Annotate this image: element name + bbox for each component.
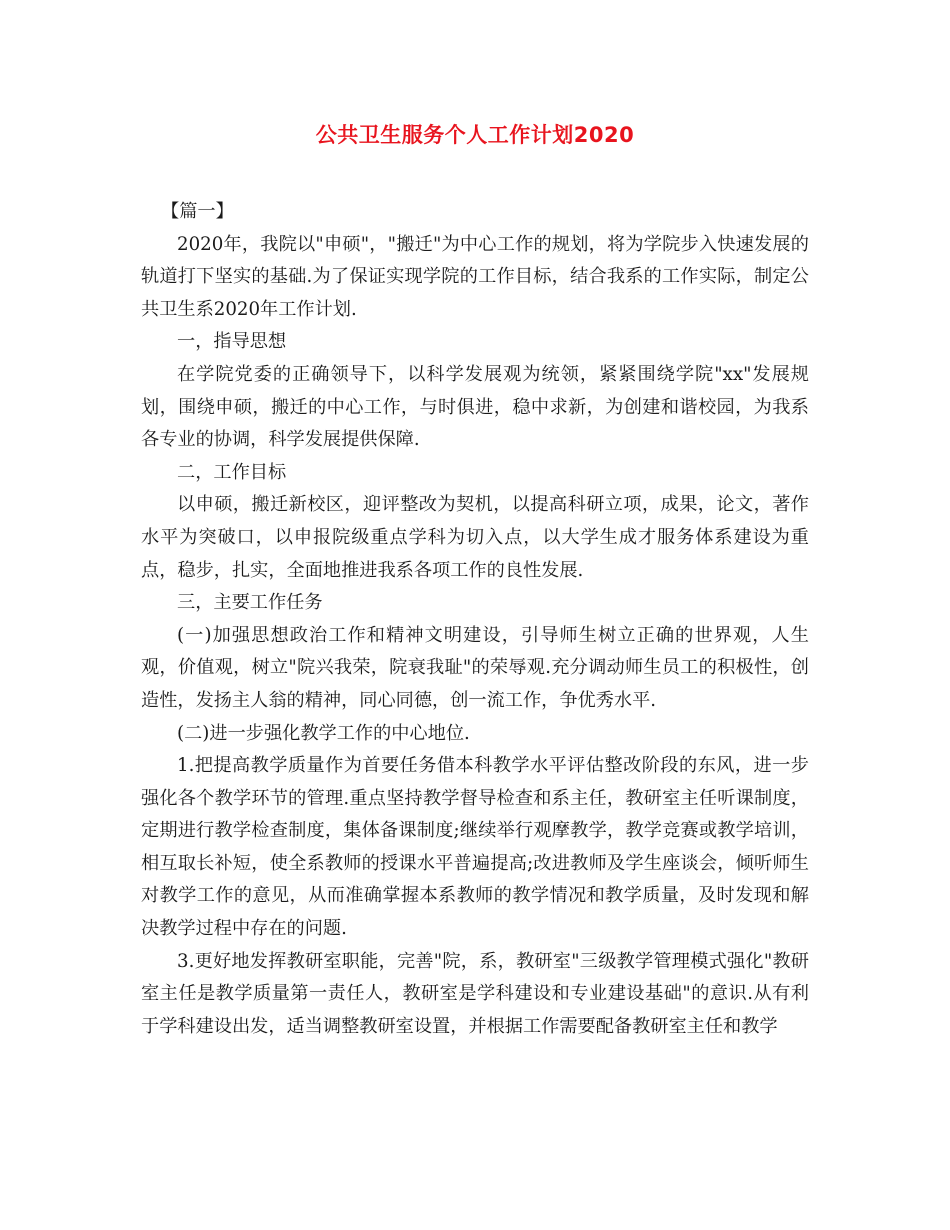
paragraph-task-2-item-1: 1.把提高教学质量作为首要任务借本科教学水平评估整改阶段的东风，进一步强化各个教学环节的管理.重点坚持教学督导检查和系主任，教研室主任听课制度，定期进行教学检查制度，集体备课制度;继续举行观摩教学，教学竞赛或教学培训，相互取长补短，使全系教师的授课水平普遍提高;改进教师及学生座谈会，倾听师生对教学工作的意见，从而准确掌握本系教师的教学情况和教学质量，及时发现和解决教学过程中存在的问题. [141,755,809,940]
document-title: 公共卫生服务个人工作计划2020 [315,123,635,147]
section-heading: 【篇一】 [161,201,234,222]
paragraph-task-2-item-3: 3.更好地发挥教研室职能，完善"院，系，教研室"三级教学管理模式强化"教研室主任是教学质量第一责任人，教研室是学科建设和专业建设基础"的意识.从有利于学科建设出发，适当调整教研室设置，并根据工作需要配备教研室主任和教学 [141,950,809,1037]
document-body [141,196,809,1043]
paragraph-guiding-ideology: 在学院党委的正确领导下，以科学发展观为统领，紧紧围绕学院"xx"发展规划，围绕申硕，搬迁的中心工作，与时俱进，稳中求新，为创建和谐校园，为我系各专业的协调，科学发展提供保障. [141,363,809,451]
heading-work-goals: 二，工作目标 [177,461,287,483]
paragraph-task-2-heading: (二)进一步强化教学工作的中心地位. [177,722,470,744]
paragraph-work-goals: 以申硕，搬迁新校区，迎评整改为契机，以提高科研立项，成果，论文，著作水平为突破口，以申报院级重点学科为切入点，以大学生成才服务体系建设为重点，稳步，扎实，全面地推进我系各项工作的良性发展. [141,494,809,581]
heading-guiding-ideology: 一，指导思想 [177,331,287,353]
paragraph-task-1: (一)加强思想政治工作和精神文明建设，引导师生树立正确的世界观，人生观，价值观，树立"院兴我荣，院衰我耻"的荣辱观.充分调动师生员工的积极性，创造性，发扬主人翁的精神，同心同德，创一流工作，争优秀水平. [141,624,809,711]
paragraph-intro: 2020年，我院以"申硕"，"搬迁"为中心工作的规划，将为学院步入快速发展的轨道打下坚实的基础.为了保证实现学院的工作目标，结合我系的工作实际，制定公共卫生系2020年工作计划. [141,233,809,320]
heading-main-tasks: 三，主要工作任务 [177,592,323,614]
